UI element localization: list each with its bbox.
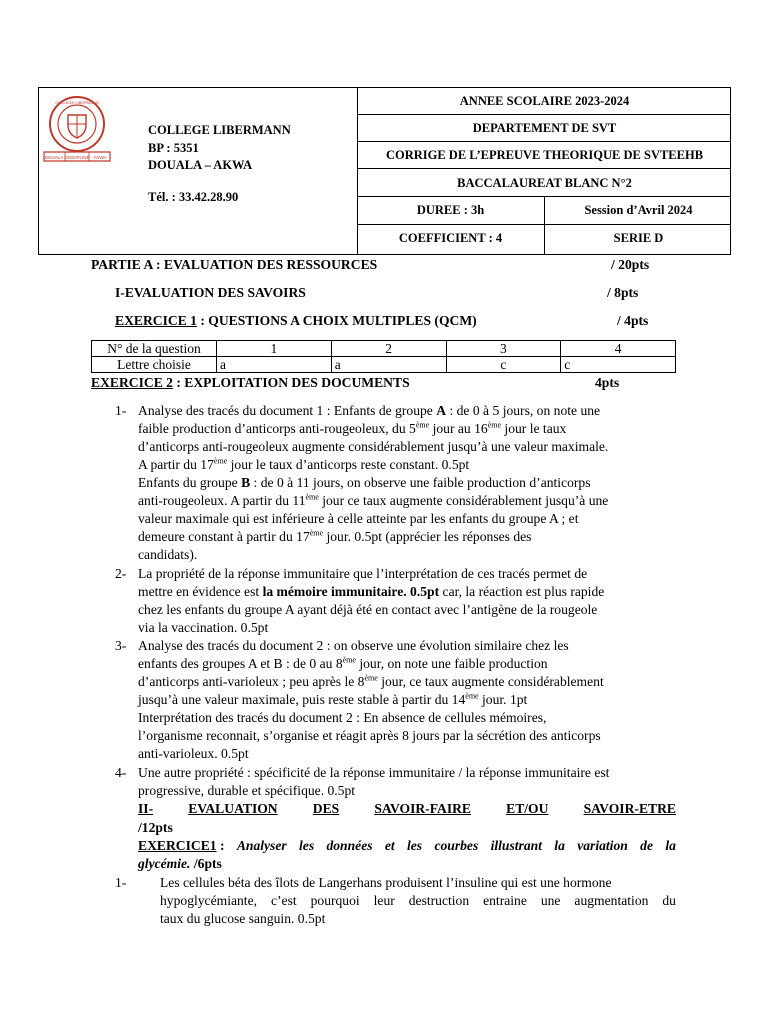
savoir-faire-title: II- EVALUATION DES SAVOIR-FAIRE ET/OU SAVOIR-ETRE — [138, 801, 676, 816]
q1-line-8: demeure constant à partir du 17ème jour. 0.5pt (apprécier les réponses des — [138, 528, 532, 544]
q4-line-2: progressive, durable et spécifique. 0.5pt — [138, 783, 356, 798]
exam-name: BACCALAUREAT BLANC N°2 — [457, 176, 632, 190]
q3-line-1: Analyse des tracés du document 2 : on observe une évolution similaire chez les — [138, 638, 569, 653]
q1-line-5: Enfants du groupe B : de 0 à 11 jours, on observe une faible production d’anticorps — [138, 475, 591, 490]
qcm-question-row — [92, 341, 676, 357]
qcm-table — [91, 340, 676, 373]
exercise-1-title: : QUESTIONS A CHOIX MULTIPLES (QCM) — [196, 313, 477, 328]
exercise-2-title: : EXPLOITATION DES DOCUMENTS — [172, 375, 410, 390]
school-tel: Tél. : 33.42.28.90 — [148, 189, 239, 204]
school-bp: BP : 5351 — [148, 140, 199, 155]
header-row-line — [357, 141, 730, 142]
q3-line-7: anti-varioleux. 0.5pt — [138, 746, 249, 761]
q1-line-2: faible production d’anticorps anti-rougeoleux, du 5ème jour au 16ème jour le taux — [138, 420, 567, 436]
q1-line-7: valeur maximale qui est inférieure à celle atteinte par les enfants du groupe A ; et — [138, 511, 579, 526]
school-logo — [41, 94, 113, 170]
logo-band-right: AKWA — [93, 155, 107, 160]
series: SERIE D — [613, 231, 664, 245]
q2-line-1: La propriété de la réponse immunitaire que l’interprétation de ces tracés permet de — [138, 566, 588, 581]
header-row-line — [357, 114, 730, 115]
qcm-answer-row — [92, 357, 676, 373]
q3-line-6: l’organisme reconnait, s’organise et réagit après 8 jours par la sécrétion des anticorps — [138, 728, 601, 743]
logo-band-center: DISCIPLINE — [64, 155, 90, 160]
department: DEPARTEMENT DE SVT — [472, 121, 617, 135]
q2-line-4: via la vaccination. 0.5pt — [138, 620, 269, 635]
qcm-header-question: N° de la question — [92, 341, 217, 357]
q1-line-1: Analyse des tracés du document 1 : Enfants de groupe A : de 0 à 5 jours, on note une — [138, 403, 601, 418]
part-a-points: / 20pts — [611, 257, 650, 272]
item-number: 2- — [115, 566, 127, 581]
qcm-question-number: 4 — [561, 341, 676, 357]
savoirs-points: / 8pts — [607, 285, 639, 300]
qcm-question-number: 2 — [331, 341, 446, 357]
logo-band-left: DOUALA — [44, 155, 64, 160]
coefficient: COEFFICIENT : 4 — [398, 231, 503, 245]
qcm-answer: a — [217, 357, 332, 373]
q5-line-3: taux du glucose sanguin. 0.5pt — [160, 911, 326, 926]
q3-line-3: d’anticorps anti-varioleux ; peu après le 8ème jour, ce taux augmente considérablement — [138, 673, 604, 689]
q3-line-5: Interprétation des tracés du document 2 : En absence de cellules mémoires, — [138, 710, 547, 725]
session: Session d’Avril 2024 — [584, 203, 693, 217]
school-info — [148, 122, 291, 206]
item-number: 3- — [115, 638, 127, 653]
exam-title: CORRIGE DE L’EPREUVE THEORIQUE DE SVTEEHB — [385, 148, 704, 162]
qcm-question-number: 1 — [217, 341, 332, 357]
q2-line-3: chez les enfants du groupe A ayant déjà été en contact avec l’antigène de la rougeole — [138, 602, 598, 617]
exercise-2-heading — [91, 374, 410, 392]
qcm-header-answer: Lettre choisie — [92, 357, 217, 373]
header-row-line — [357, 168, 730, 169]
exercise-2-label: EXERCICE 2 — [91, 375, 173, 390]
part-a-title: PARTIE A : EVALUATION DES RESSOURCES — [91, 257, 378, 272]
qcm-question-number: 3 — [446, 341, 561, 357]
q1-line-4: A partir du 17ème jour le taux d’anticorps reste constant. 0.5pt — [138, 456, 470, 472]
q2-line-2: mettre en évidence est la mémoire immunitaire. 0.5pt car, la réaction est plus rapide — [138, 584, 605, 599]
exercise1b-line-2: glycémie. /6pts — [138, 856, 222, 871]
qcm-answer: a — [331, 357, 446, 373]
q1-line-6: anti-rougeoleux. A partir du 11ème jour ce taux augmente considérablement jusqu’à une — [138, 492, 609, 508]
school-year: ANNEE SCOLAIRE 2023-2024 — [459, 94, 630, 108]
header-box — [38, 87, 731, 255]
item-number: 4- — [115, 765, 127, 780]
savoirs-title: I-EVALUATION DES SAVOIRS — [115, 285, 306, 300]
savoir-faire-points: /12pts — [138, 820, 173, 835]
exercise1b-line-1: EXERCICE1 : Analyser les données et les courbes illustrant la variation de la — [138, 838, 676, 853]
q5-line-1: Les cellules béta des îlots de Langerhans produisent l’insuline qui est une hormone — [160, 875, 612, 890]
q3-line-2: enfants des groupes A et B : de 0 au 8ème jour, on note une faible production — [138, 655, 548, 671]
item-number: 1- — [115, 875, 127, 890]
q1-line-9: candidats). — [138, 547, 198, 562]
exercise-2-points: 4pts — [595, 375, 620, 390]
q3-line-4: jusqu’à une valeur maximale, puis reste stable à partir du 14ème jour. 1pt — [138, 691, 528, 707]
q5-line-2: hypoglycémiante, c’est pourquoi leur destruction entraine une augmentation du — [160, 893, 676, 908]
qcm-answer: c — [446, 357, 561, 373]
duration: DUREE : 3h — [416, 203, 485, 217]
logo-ring-text: COLLEGE LIBERMANN — [55, 100, 99, 105]
q4-line-1: Une autre propriété : spécificité de la réponse immunitaire / la réponse immunitaire est — [138, 765, 610, 780]
q1-line-3: d’anticorps anti-rougeoleux augmente considérablement jusqu’à une valeur maximale. — [138, 439, 609, 454]
qcm-answer: c — [561, 357, 676, 373]
exercise-1-points: / 4pts — [617, 313, 649, 328]
exercise-1-heading — [115, 312, 477, 330]
school-city: DOUALA – AKWA — [148, 158, 253, 172]
item-number: 1- — [115, 403, 127, 418]
school-name: COLLEGE LIBERMANN — [148, 123, 291, 137]
header-divider — [357, 88, 358, 254]
exercise-1-label: EXERCICE 1 — [115, 313, 197, 328]
